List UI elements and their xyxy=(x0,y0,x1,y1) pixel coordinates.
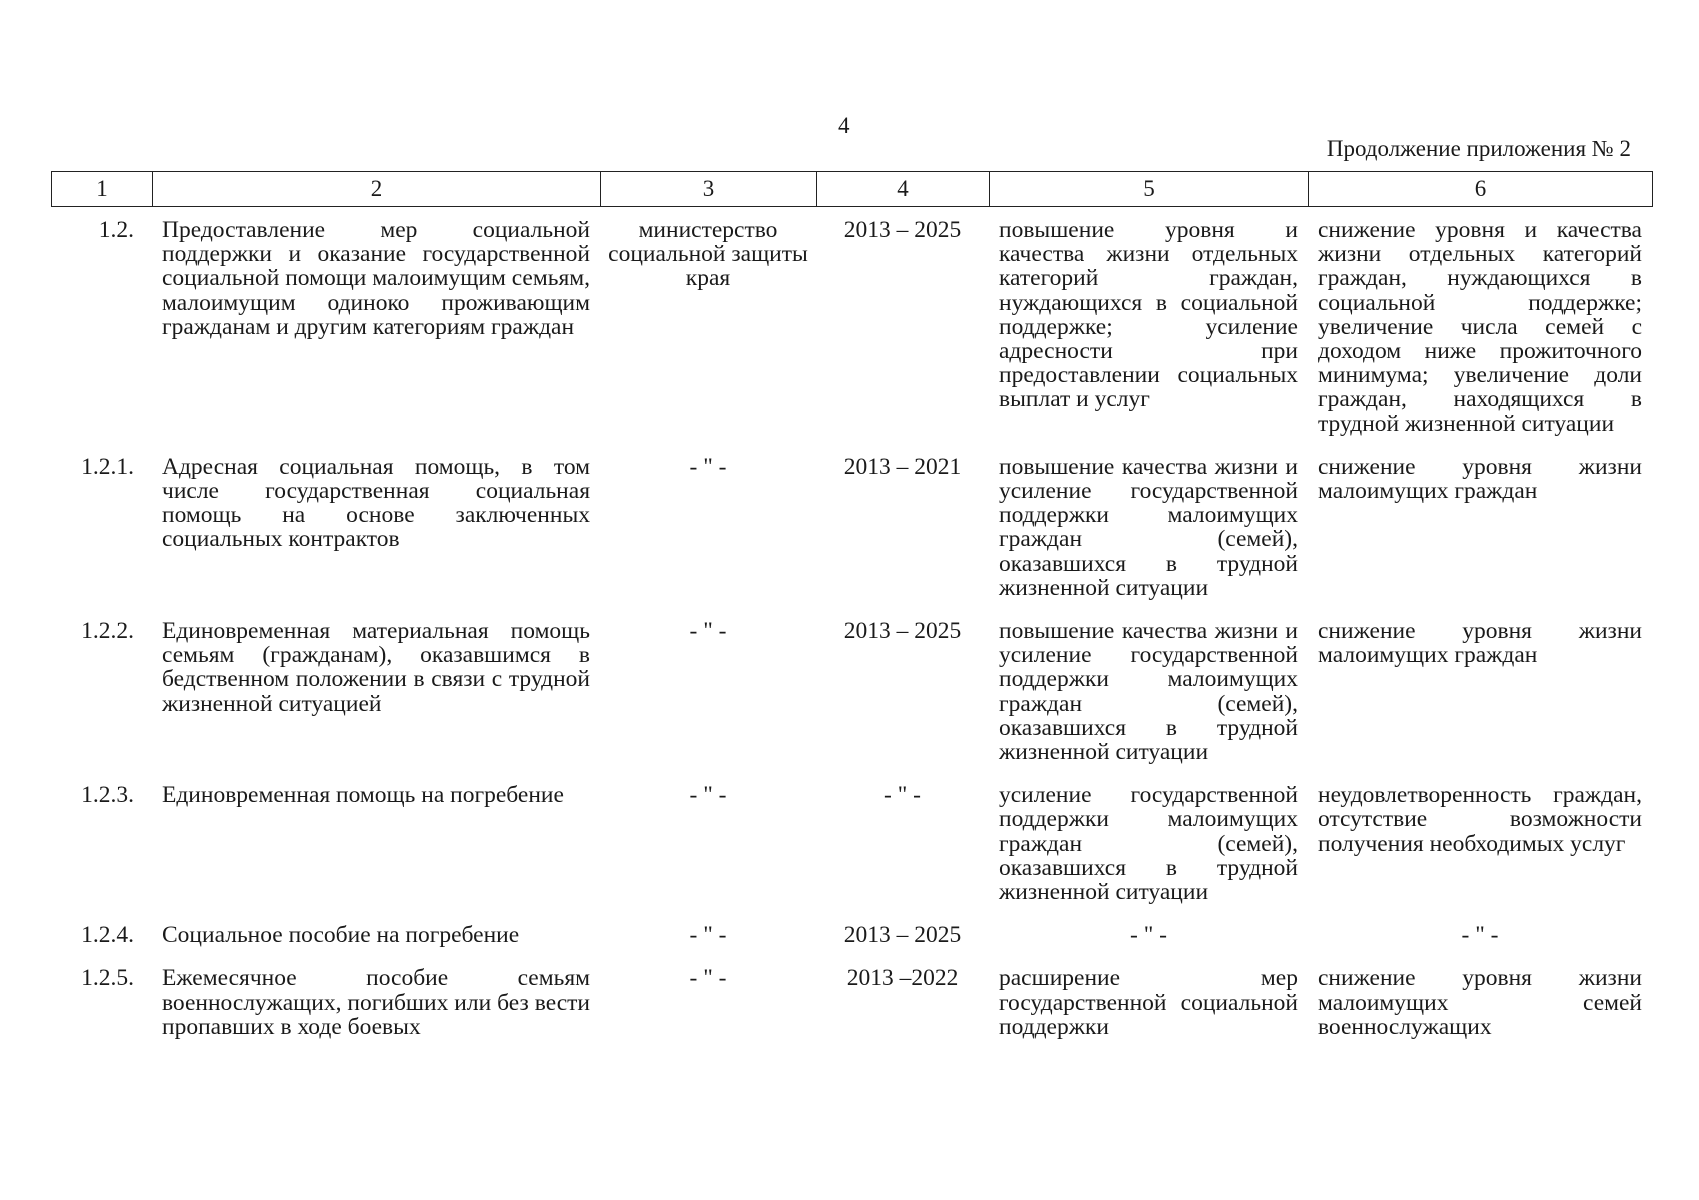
table-row xyxy=(51,218,1652,455)
column-header-3: 3 xyxy=(601,172,817,207)
column-header-table xyxy=(51,171,1653,207)
row-number: 1.2.3. xyxy=(81,782,134,809)
term: 2013 – 2025 xyxy=(843,217,962,243)
term: 2013 –2022 xyxy=(846,965,959,992)
measures-table xyxy=(51,218,1652,1039)
measure-name: Социальное пособие на погребение xyxy=(162,922,520,949)
expected-result: повышение качества жизни и усиление государственной поддержки малоимущих граждан (семей), оказавшихся в трудной жизненной ситуации xyxy=(999,453,1298,601)
row-number: 1.2. xyxy=(98,217,134,243)
executor: - " - xyxy=(689,922,727,949)
consequence: неудовлетворенность граждан, отсутствие возможности получения необходимых услуг xyxy=(1318,782,1642,857)
term: 2013 – 2025 xyxy=(843,618,962,645)
column-header-row xyxy=(52,172,1653,207)
page-number: 4 xyxy=(838,113,850,138)
consequence: снижение уровня жизни малоимущих семей военнослужащих xyxy=(1318,965,1642,1040)
executor: - " - xyxy=(689,782,727,809)
term: - " - xyxy=(884,782,921,809)
executor: - " - xyxy=(689,618,727,645)
table-row xyxy=(51,923,1652,966)
column-header-2: 2 xyxy=(153,172,601,207)
executor: министерство социальной защиты края xyxy=(608,217,808,292)
row-number: 1.2.5. xyxy=(81,965,134,992)
consequence: - " - xyxy=(1461,922,1499,949)
consequence: снижение уровня и качества жизни отдельных категорий граждан, нуждающихся в социальной поддержке; увеличение числа семей с доходом ниже прожиточного минимума; увеличение доли граждан, находящихся в трудной жизненной ситуации xyxy=(1318,217,1642,437)
measure-name: Единовременная помощь на погребение xyxy=(162,782,564,809)
expected-result: усиление государственной поддержки малоимущих граждан (семей), оказавшихся в трудной жизненной ситуации xyxy=(999,782,1298,906)
expected-result: повышение качества жизни и усиление государственной поддержки малоимущих граждан (семей), оказавшихся в трудной жизненной ситуации xyxy=(999,618,1298,766)
consequence: снижение уровня жизни малоимущих граждан xyxy=(1318,618,1642,669)
row-number: 1.2.2. xyxy=(81,618,134,645)
executor: - " - xyxy=(689,453,727,480)
table-row xyxy=(51,619,1652,783)
term: 2013 – 2025 xyxy=(843,922,962,949)
term: 2013 – 2021 xyxy=(843,453,962,480)
row-number: 1.2.4. xyxy=(81,922,134,949)
measure-name: Единовременная материальная помощь семьям (гражданам), оказавшимся в бедственном положении в связи с трудной жизненной ситуацией xyxy=(162,618,590,717)
expected-result: расширение мер государственной социальной поддержки xyxy=(999,965,1298,1040)
table-row xyxy=(51,783,1652,923)
column-header-5: 5 xyxy=(990,172,1309,207)
column-header-6: 6 xyxy=(1309,172,1653,207)
column-header-4: 4 xyxy=(817,172,990,207)
continuation-heading: Продолжение приложения № 2 xyxy=(1326,136,1631,161)
measure-name: Адресная социальная помощь, в том числе государственная социальная помощь на основе заключенных социальных контрактов xyxy=(162,453,590,553)
column-header-1: 1 xyxy=(52,172,153,207)
table-row xyxy=(51,455,1652,619)
row-number: 1.2.1. xyxy=(81,453,134,480)
measure-name: Ежемесячное пособие семьям военнослужащих, погибших или без вести пропавших в ходе боевых xyxy=(162,965,590,1040)
measure-name: Предоставление мер социальной поддержки и оказание государственной социальной помощи малоимущим семьям, малоимущим одиноко проживающим гражданам и другим категориям граждан xyxy=(162,217,590,340)
executor: - " - xyxy=(689,965,727,992)
table-row xyxy=(51,966,1652,1039)
consequence: снижение уровня жизни малоимущих граждан xyxy=(1318,453,1642,505)
expected-result: - " - xyxy=(1130,922,1167,949)
expected-result: повышение уровня и качества жизни отдельных категорий граждан, нуждающихся в социальной поддержке; усиление адресности при предоставлении социальных выплат и услуг xyxy=(999,217,1298,413)
